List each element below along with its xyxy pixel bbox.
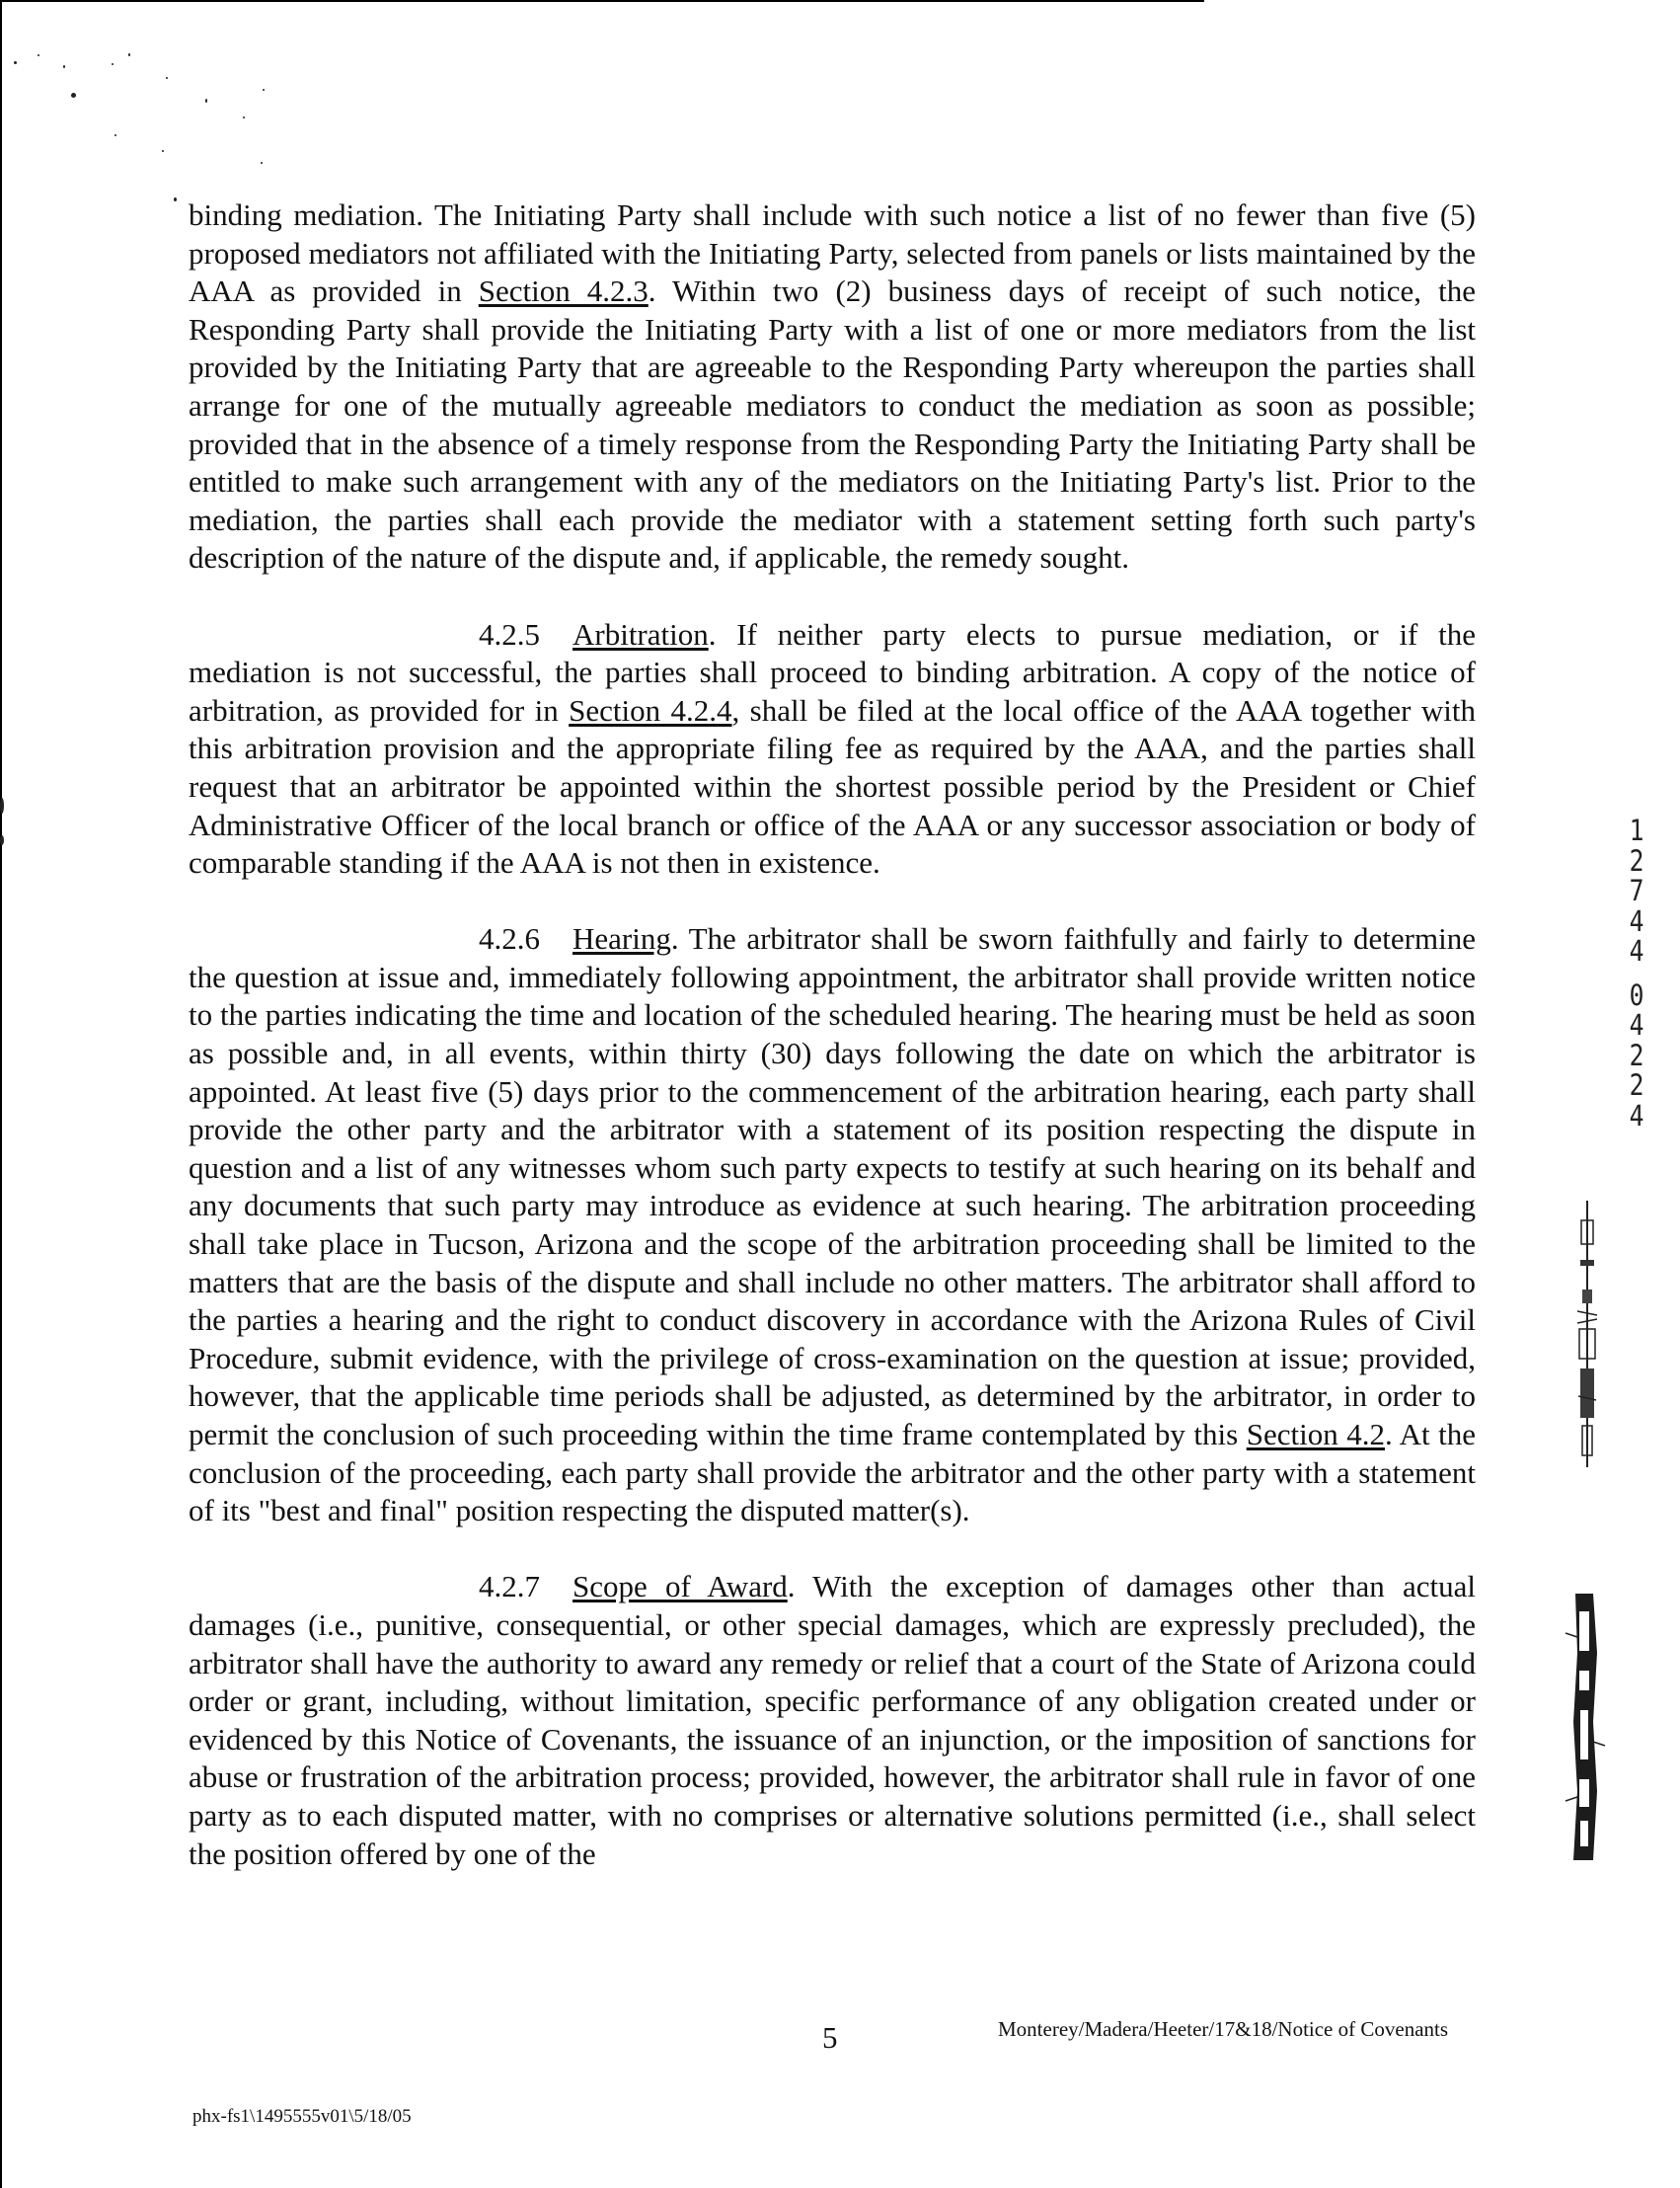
underlined-reference: Section 4.2 [1246,1417,1385,1451]
vertical-recording-stamp-icon [1573,1201,1601,1467]
recording-number-digit: 4 [1629,1098,1644,1133]
footer-reference: Monterey/Madera/Heeter/17&18/Notice of Covenants [998,2017,1449,2041]
continued-paragraph [189,196,1476,578]
recording-number-digit: 4 [1629,1008,1644,1042]
top-border-line [0,0,1204,2]
recording-number-digit: 0 [1629,977,1644,1012]
underlined-reference: Hearing [573,921,671,957]
recording-number-digit: 2 [1629,843,1644,878]
recording-number-digit: 4 [1629,903,1644,938]
section-number: 4.2.7 [479,1569,540,1604]
recording-number-digit: 4 [1629,934,1644,968]
recording-number-digit: 7 [1629,874,1644,907]
recording-number-digit: 1 [1629,814,1644,847]
paragraph-text: . The arbitrator shall be sworn faithfully and fairly to determine the question at issue and, immediately following appointment, the arbitrator shall provide written notice to the parties indicating the time and location of the scheduled hearing. The hearing must be held as soon as possible and, in all events, within thirty (30) days following the date on which the arbitrator is appointed. At least five (5) days prior to the commencement of the arbitration hearing, each party shall provide the other party and the arbitrator with a statement of its position respecting the dispute in question and a list of any witnesses whom such party expects to testify at such hearing on its behalf and any documents that such party may introduce as evidence at such hearing. The arbitration proceeding shall take place in Tucson, Arizona and the scope of the arbitration proceeding shall be limited to the matters that are the basis of the dispute and shall include no other matters. The arbitrator shall afford to the parties a hearing and the right to conduct discovery in accordance with the Arizona Rules of Civil Procedure, submit evidence, with the privilege of cross-examination on the question at issue; provided, however, that the applicable time periods shall be adjusted, as determined by the arbitrator, in order to permit the conclusion of such proceeding within the time frame contemplated by this [189,921,1476,1451]
paragraph-gap [189,578,1476,616]
paragraph-text: . At the conclusion of the proceeding, each party shall provide the arbitrator and the other party with a statement of its "best and final" position respecting the disputed matter(s). [189,1417,1476,1528]
recording-number [1624,816,1649,1131]
section-number: 4.2.6 [479,921,540,957]
paragraph-text: , shall be filed at the local office of the AAA together with this arbitration provision and the appropriate filing fee as required by the AAA, and the parties shall request that an arbitrator be appointed within the shortest possible period by the President or Chief Administrative Officer of the local branch or office of the AAA or any successor association or body of comparable standing if the AAA is not then in existence. [189,692,1476,881]
paragraph-gap [189,1530,1476,1569]
paragraph-gap [189,883,1476,921]
recording-number-digit: 2 [1629,1038,1644,1072]
section-4-2-5-paragraph [189,616,1476,883]
paragraph-text: . If neither party elects to pursue mediation, or if the mediation is not successful, the parties shall proceed to binding arbitration. A copy of the notice of arbitration, as provided for in [189,616,1476,728]
left-border-line [0,0,2,2188]
paragraph-text: binding mediation. The Initiating Party shall include with such notice a list of no fewer than five (5) proposed mediators not affiliated with the Initiating Party, selected from panels or lists maintained by the AAA as provided in [189,197,1476,309]
paragraph-text: . Within two (2) business days of receipt of such notice, the Responding Party shall provide the Initiating Party with a list of one or more mediators from the list provided by the Initiating Party that are agreeable to the Responding Party whereupon the parties shall arrange for one of the mutually agreeable mediators to conduct the mediation as soon as possible; provided that in the absence of a timely response from the Responding Party the Initiating Party shall be entitled to make such arrangement with any of the mediators on the Initiating Party's list. Prior to the mediation, the parties shall each provide the mediator with a statement setting forth such party's description of the nature of the dispute and, if applicable, the remedy sought. [189,274,1476,576]
page-number: 5 [822,2020,838,2055]
paragraph-text: . With the exception of damages other than actual damages (i.e., punitive, consequential, or other special damages, which are expressly precluded), the arbitrator shall have the authority to award any remedy or relief that a court of the State of Arizona could order or grant, including, without limitation, specific performance of any obligation created under or evidenced by this Notice of Covenants, the issuance of an injunction, or the imposition of sanctions for abuse or frustration of the arbitration process; provided, however, the arbitrator shall rule in favor of one party as to each disputed matter, with no comprises or alternative solutions permitted (i.e., shall select the position offered by one of the [189,1569,1476,1871]
underlined-reference: Section 4.2.3 [478,274,649,309]
section-number: 4.2.5 [479,616,540,652]
document-id: phx-fs1\1495555v01\5/18/05 [192,2106,412,2127]
vertical-docket-stamp-icon [1564,1594,1607,1860]
section-4-2-7-paragraph [189,1568,1476,1873]
recording-number-digit: 2 [1629,1068,1644,1102]
underlined-reference: Arbitration [573,616,709,652]
section-4-2-6-paragraph [189,920,1476,1530]
underlined-reference: Scope of Award [573,1569,788,1604]
underlined-reference: Section 4.2.4 [569,692,732,728]
document-body [189,196,1476,1873]
